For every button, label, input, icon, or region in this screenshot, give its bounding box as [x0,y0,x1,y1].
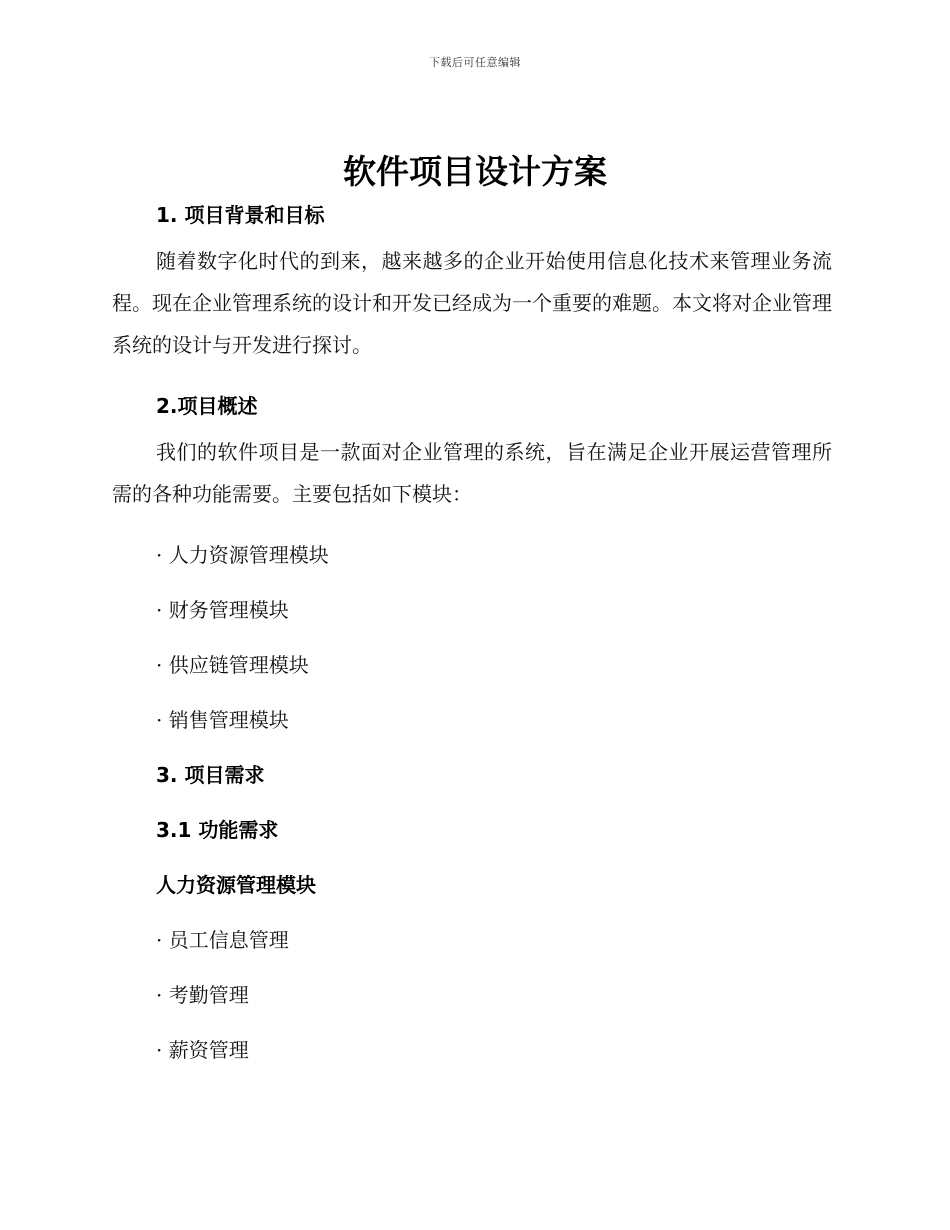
module-list-item: · 人力资源管理模块 [156,543,329,567]
module-list-item: · 财务管理模块 [156,598,289,622]
module-list-item: · 销售管理模块 [156,708,289,732]
hr-list-item: · 薪资管理 [156,1038,249,1062]
document-title: 软件项目设计方案 [343,152,607,191]
section-3-heading: 3. 项目需求 [156,763,265,787]
spacer [112,421,832,431]
section-3-1-heading: 3.1 功能需求 [156,818,279,842]
spacer [112,230,832,240]
section-2-heading: 2.项目概述 [156,394,258,418]
hr-module-heading: 人力资源管理模块 [156,873,316,897]
document-body [112,200,832,1065]
section-1-heading: 1. 项目背景和目标 [156,203,325,227]
module-list-item: · 供应链管理模块 [156,653,309,677]
spacer [112,955,832,980]
spacer [112,515,832,540]
spacer [112,790,832,815]
spacer [112,845,832,870]
spacer [112,1010,832,1035]
section-2-paragraph: 我们的软件项目是一款面对企业管理的系统，旨在满足企业开展运营管理所需的各种功能需要。主要包括如下模块： [112,440,832,506]
hr-list-item: · 员工信息管理 [156,928,289,952]
section-1-paragraph: 随着数字化时代的到来，越来越多的企业开始使用信息化技术来管理业务流程。现在企业管理系统的设计和开发已经成为一个重要的难题。本文将对企业管理系统的设计与开发进行探讨。 [112,249,832,357]
spacer [112,900,832,925]
spacer [112,625,832,650]
spacer [112,570,832,595]
header-note: 下载后可任意编辑 [429,56,521,69]
spacer [112,680,832,705]
spacer [112,366,832,391]
hr-list-item: · 考勤管理 [156,983,249,1007]
spacer [112,735,832,760]
